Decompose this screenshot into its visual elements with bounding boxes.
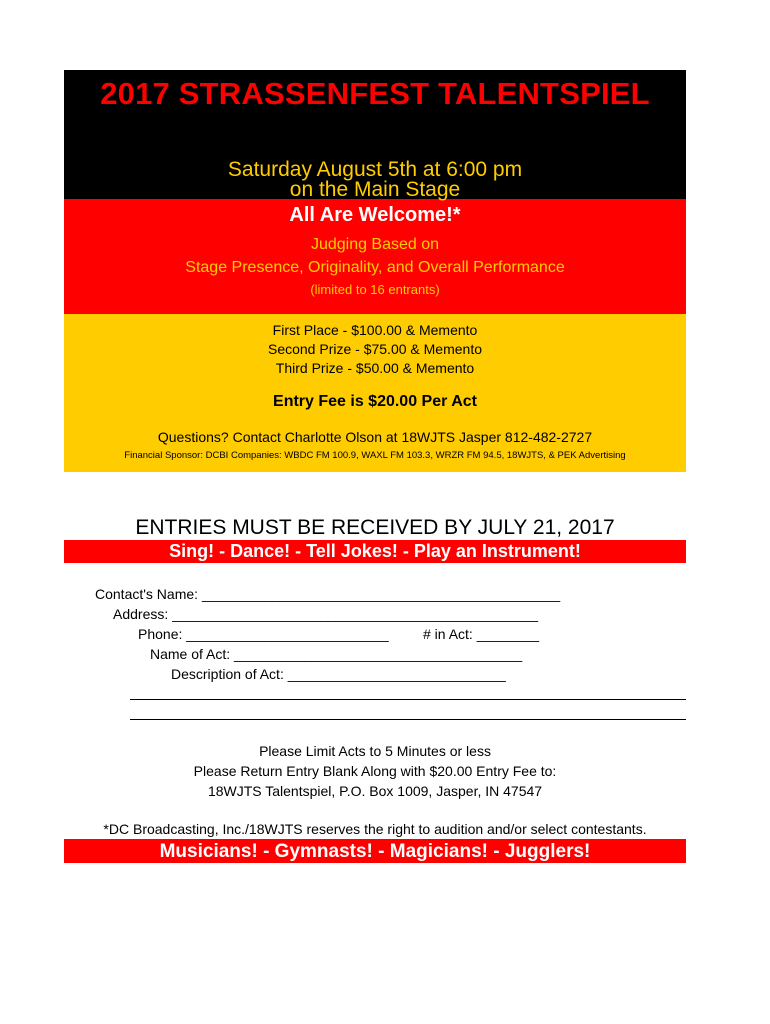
judging-line-2: Stage Presence, Originality, and Overall Performance bbox=[185, 259, 565, 276]
contact-name-field[interactable]: ______________________________________________ bbox=[201, 586, 561, 602]
act-description-label: Description of Act: bbox=[171, 666, 284, 682]
act-name-label: Name of Act: bbox=[150, 646, 231, 662]
event-location: on the Main Stage bbox=[289, 178, 461, 201]
judging-line-1: Judging Based on bbox=[310, 236, 440, 253]
act-description-row bbox=[171, 665, 506, 683]
address-label: Address: bbox=[113, 606, 169, 622]
act-size-row bbox=[423, 625, 539, 643]
prize-list bbox=[64, 314, 686, 378]
description-line-2[interactable] bbox=[130, 719, 686, 720]
phone-field[interactable]: __________________________ bbox=[186, 626, 389, 642]
act-name-row bbox=[150, 645, 522, 663]
event-date: Saturday August 5th at 6:00 pm bbox=[227, 158, 523, 181]
gold-band bbox=[64, 314, 686, 472]
act-description-field[interactable]: ____________________________ bbox=[287, 666, 506, 682]
address-field[interactable]: _______________________________________________ bbox=[172, 606, 539, 622]
contact-name-label: Contact's Name: bbox=[95, 586, 199, 602]
second-prize: Second Prize - $75.00 & Memento bbox=[267, 341, 482, 357]
act-size-label: # in Act: bbox=[423, 626, 473, 642]
phone-row bbox=[138, 625, 389, 643]
flyer-header bbox=[64, 70, 686, 472]
welcome-text: All Are Welcome!* bbox=[289, 204, 461, 226]
sponsor-line: Financial Sponsor: DCBI Companies: WBDC FM 100.9, WAXL FM 103.3, WRZR FM 94.5, 18WJTS, & PEK Advertising bbox=[124, 450, 626, 461]
mailing-address: 18WJTS Talentspiel, P.O. Box 1009, Jasper, IN 47547 bbox=[207, 783, 543, 799]
act-size-field[interactable]: ________ bbox=[476, 626, 539, 642]
entry-fee: Entry Fee is $20.00 Per Act bbox=[273, 393, 477, 410]
time-limit-note: Please Limit Acts to 5 Minutes or less bbox=[259, 743, 491, 759]
return-instructions: Please Return Entry Blank Along with $20.00 Entry Fee to: bbox=[193, 763, 557, 779]
entrant-limit: (limited to 16 entrants) bbox=[310, 282, 440, 297]
phone-label: Phone: bbox=[138, 626, 183, 642]
contact-questions: Questions? Contact Charlotte Olson at 18WJTS Jasper 812-482-2727 bbox=[157, 429, 593, 445]
entry-deadline: ENTRIES MUST BE RECEIVED BY JULY 21, 2017 bbox=[135, 516, 615, 539]
activities-banner: Sing! - Dance! - Tell Jokes! - Play an Instrument! bbox=[64, 540, 686, 563]
act-name-field[interactable]: _____________________________________ bbox=[234, 646, 523, 662]
audition-disclaimer: *DC Broadcasting, Inc./18WJTS reserves the right to audition and/or select contestants. bbox=[103, 821, 647, 837]
red-band bbox=[64, 178, 686, 314]
first-prize: First Place - $100.00 & Memento bbox=[272, 322, 478, 338]
description-line-1[interactable] bbox=[130, 699, 686, 700]
event-title: 2017 STRASSENFEST TALENTSPIEL bbox=[100, 76, 650, 111]
third-prize: Third Prize - $50.00 & Memento bbox=[275, 360, 475, 376]
address-row bbox=[113, 605, 538, 623]
performers-banner: Musicians! - Gymnasts! - Magicians! - Jugglers! bbox=[64, 839, 686, 863]
contact-name-row bbox=[95, 585, 560, 603]
